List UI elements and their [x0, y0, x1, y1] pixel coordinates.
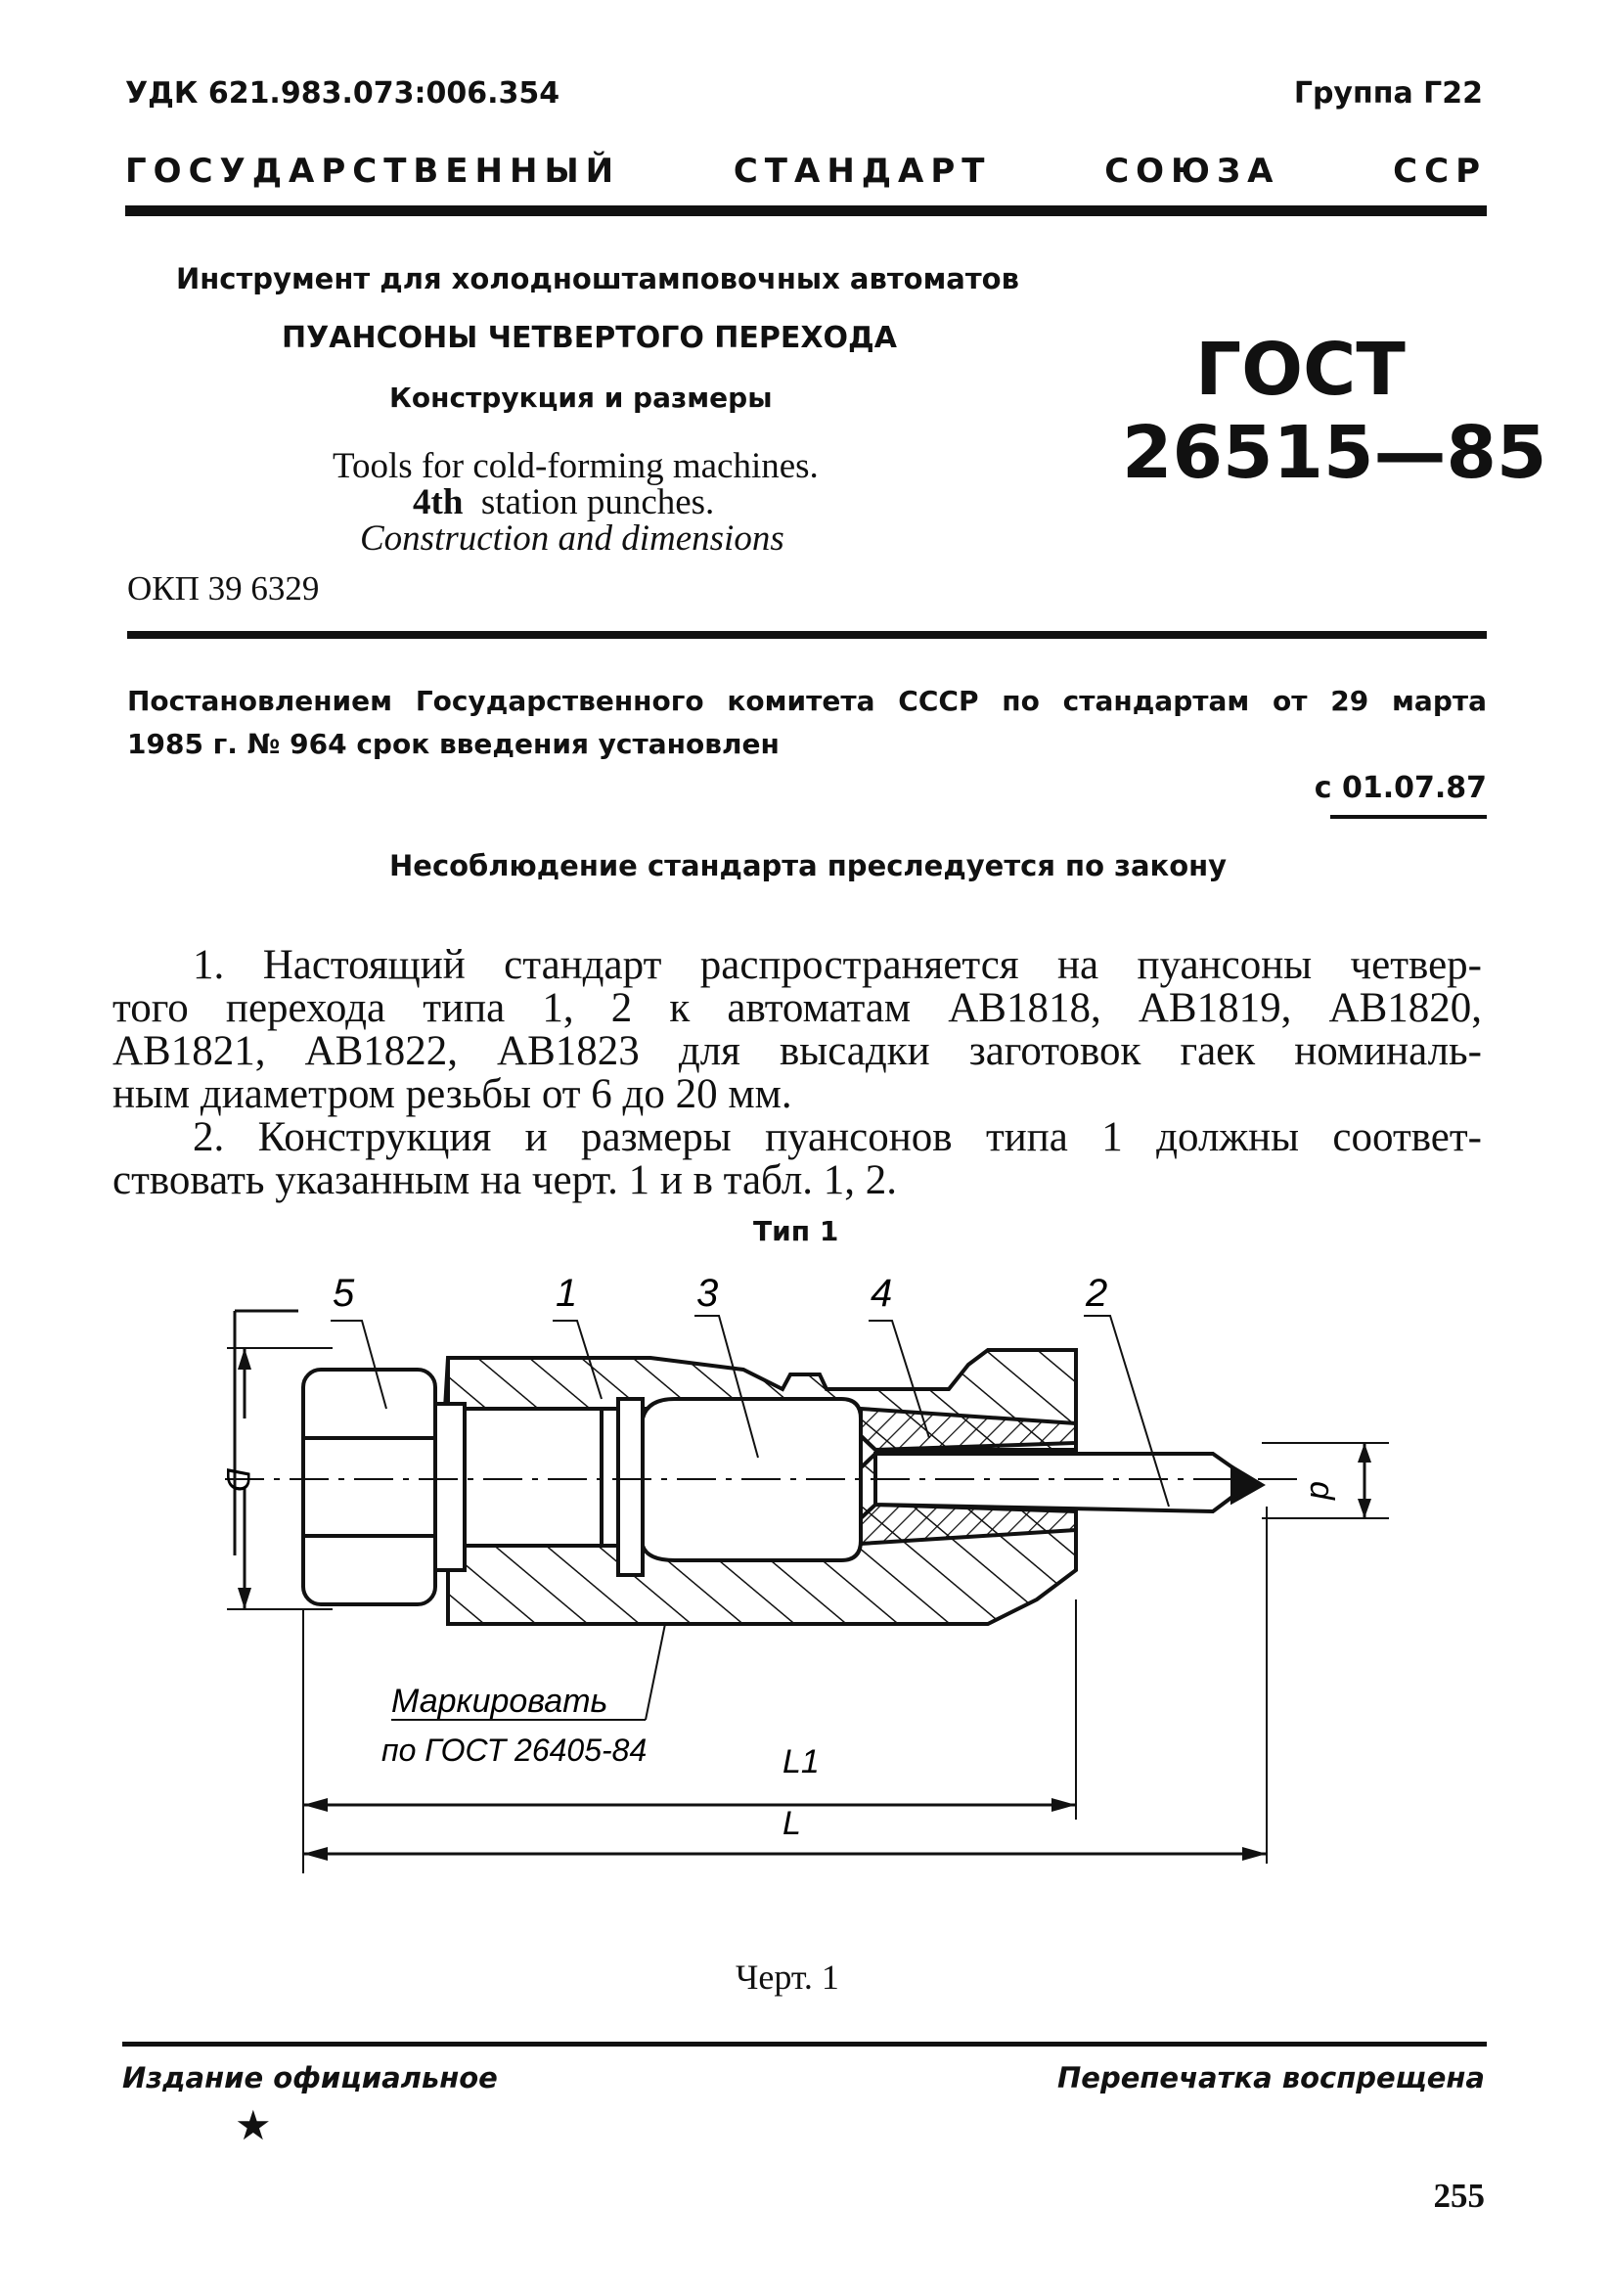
state-standard-heading: ГОСУДАРСТВЕННЫЙ СТАНДАРТ СОЮЗА ССР — [125, 152, 1487, 191]
english-title-line2: 4th station punches. — [413, 482, 715, 522]
paragraph-2 — [112, 1116, 1482, 1202]
star-mark: ★ — [235, 2101, 272, 2149]
gost-label: ГОСТ — [1195, 328, 1406, 412]
callout-5: 5 — [333, 1272, 355, 1315]
dim-L1-arrow-right — [1051, 1798, 1076, 1812]
paragraph-1-line: АВ1821, АВ1822, АВ1823 для высадки заготовок гаек номиналь- — [112, 1028, 1482, 1074]
paragraph-1-line: 1. Настоящий стандарт распространяется на пуансоны четвер- — [193, 942, 1482, 988]
paragraph-1-line: ным диаметром резьбы от 6 до 20 мм. — [112, 1071, 792, 1117]
paragraph-2-line: ствовать указанным на черт. 1 и в табл. 1, 2. — [112, 1157, 898, 1203]
dim-D-arrow-top — [238, 1348, 251, 1370]
header-rule — [125, 205, 1487, 216]
figure-caption: Черт. 1 — [736, 1958, 839, 1997]
decree-line2: 1985 г. № 964 срок введения установлен — [127, 728, 780, 760]
mark-leader — [646, 1624, 665, 1720]
punch-drawing — [0, 1262, 1610, 2025]
callout-3: 3 — [696, 1272, 719, 1315]
paragraph-2-line: 2. Конструкция и размеры пуансонов типа 1 должны соответ- — [193, 1114, 1482, 1160]
page-number: 255 — [1433, 2177, 1485, 2215]
effective-date: с 01.07.87 — [1314, 771, 1487, 805]
mark-label-line2: по ГОСТ 26405-84 — [381, 1733, 648, 1768]
dim-d-arrow-bottom — [1358, 1499, 1371, 1518]
mark-label-line1: Маркировать — [391, 1683, 608, 1720]
dim-D-label: D — [219, 1467, 256, 1492]
reprint-notice: Перепечатка воспрещена — [1057, 2061, 1485, 2094]
dim-L1-arrow-left — [303, 1798, 328, 1812]
callout-4: 4 — [871, 1272, 893, 1315]
okp-code: ОКП 39 6329 — [127, 569, 320, 608]
callout-1: 1 — [556, 1272, 578, 1315]
dim-L-label: L — [783, 1805, 801, 1842]
standard-subtitle: Конструкция и размеры — [389, 382, 773, 414]
standard-name: ПУАНСОНЫ ЧЕТВЕРТОГО ПЕРЕХОДА — [282, 321, 897, 355]
callout-2: 2 — [1086, 1272, 1108, 1315]
english-title-line1: Tools for cold-forming machines. — [333, 446, 819, 486]
dim-D-arrow-bottom — [238, 1588, 251, 1609]
gost-number: 26515—85 — [1122, 411, 1547, 495]
type-label: Тип 1 — [753, 1215, 839, 1247]
category-title: Инструмент для холодноштамповочных автоматов — [176, 262, 1019, 295]
pin — [875, 1454, 1262, 1511]
paragraph-1-line: того перехода типа 1, 2 к автоматам АВ1818, АВ1819, АВ1820, — [112, 985, 1482, 1031]
dim-L-arrow-right — [1242, 1847, 1267, 1861]
screw-head — [303, 1370, 465, 1604]
legal-warning: Несоблюдение стандарта преследуется по закону — [389, 849, 1228, 882]
dim-L1-label: L1 — [783, 1743, 820, 1780]
official-edition: Издание официальное — [122, 2061, 498, 2094]
dim-d-label: d — [1303, 1481, 1340, 1500]
english-title-line3: Construction and dimensions — [360, 518, 784, 559]
udk-code: УДК 621.983.073:006.354 — [125, 76, 560, 111]
paragraph-1 — [112, 944, 1482, 1116]
date-underline — [1330, 815, 1487, 819]
decree-line1: Постановлением Государственного комитета СССР по стандартам от 29 марта — [127, 685, 1487, 717]
dim-L-arrow-left — [303, 1847, 328, 1861]
group-code: Группа Г22 — [1293, 76, 1483, 111]
title-rule — [127, 631, 1487, 639]
footer-rule — [122, 2042, 1487, 2047]
dim-d-arrow-top — [1358, 1443, 1371, 1463]
